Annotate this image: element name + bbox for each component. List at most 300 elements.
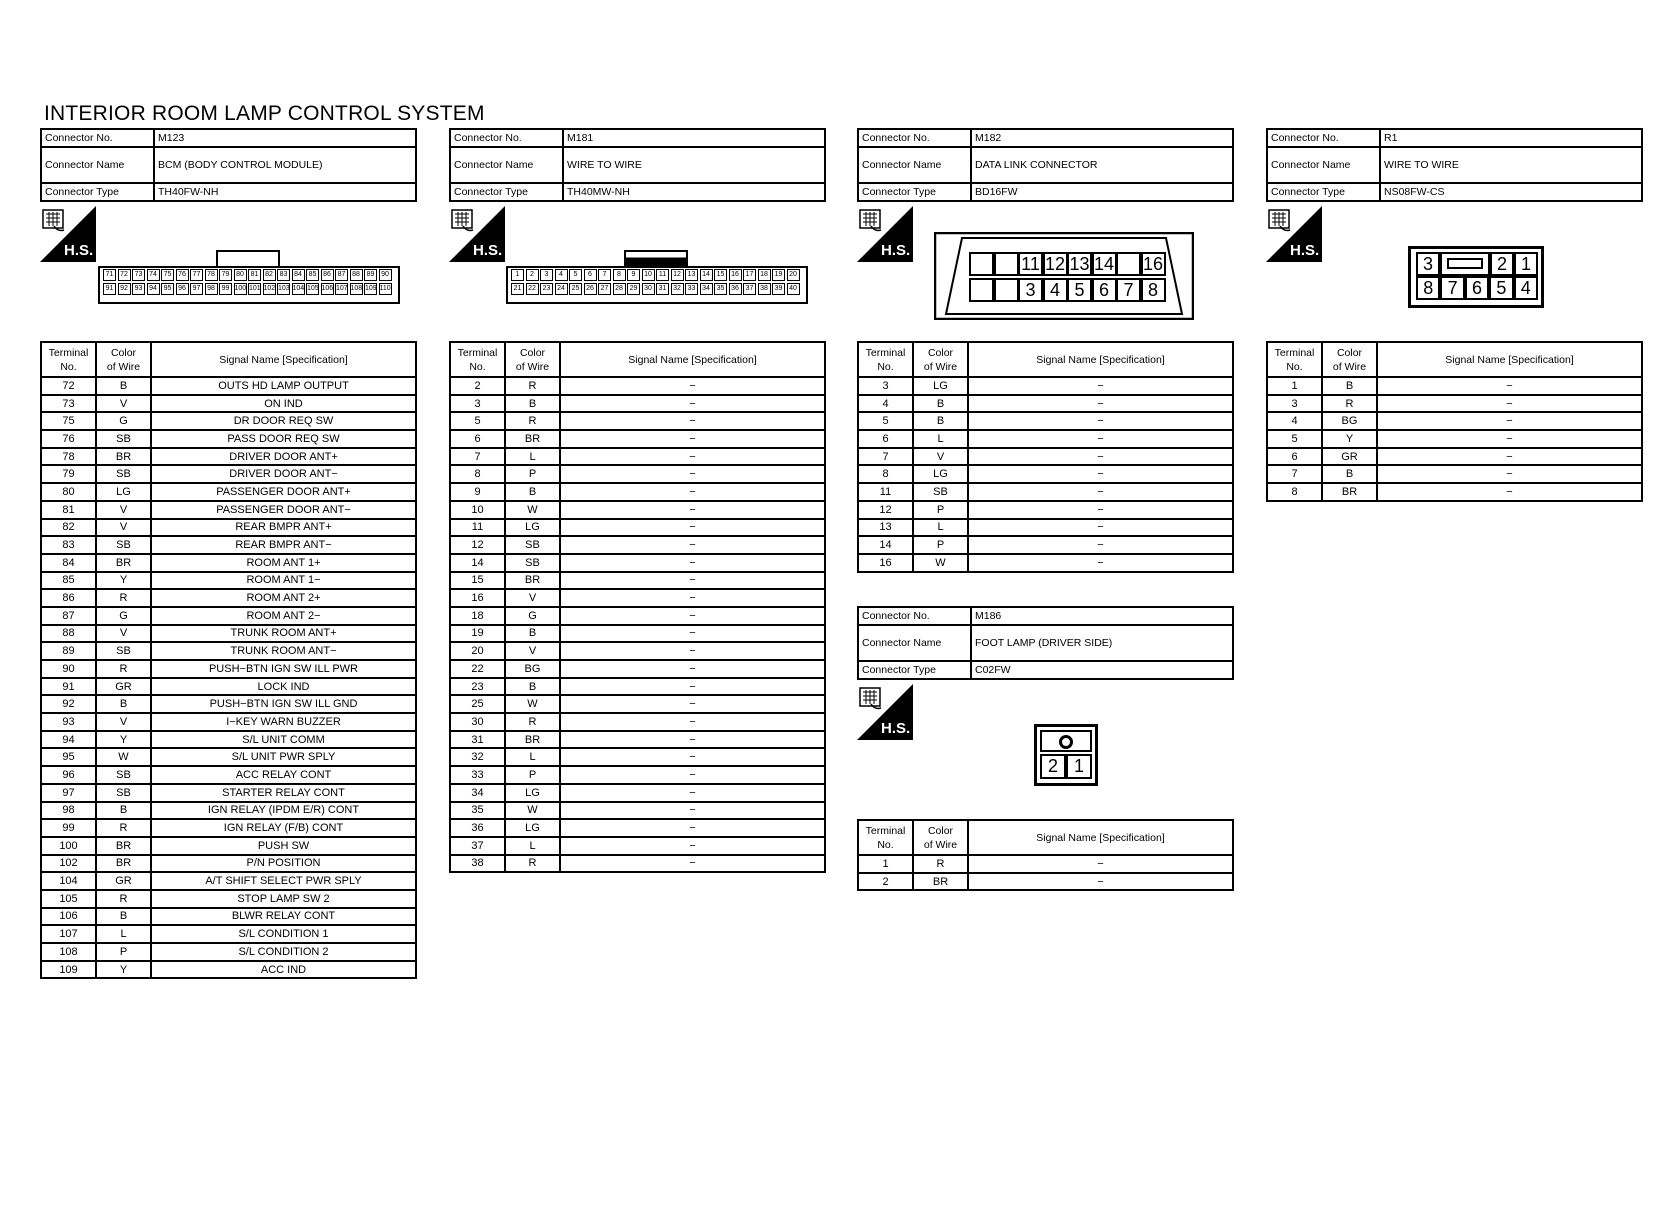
wire-color-cell: LG xyxy=(96,483,151,501)
terminal-no-cell: 32 xyxy=(450,748,505,766)
color-header-line1: Color xyxy=(110,346,137,359)
table-row xyxy=(450,660,825,678)
table-row xyxy=(858,501,1233,519)
signal-name-cell: − xyxy=(560,748,825,766)
table-row xyxy=(41,536,416,554)
connector-pin: 97 xyxy=(190,283,203,295)
signal-name-cell: PASSENGER DOOR ANT+ xyxy=(151,483,416,501)
table-row xyxy=(41,607,416,625)
harness-side-icon xyxy=(449,206,505,262)
table-row xyxy=(450,713,825,731)
wire-color-cell: V xyxy=(96,501,151,519)
signal-name-cell: IGN RELAY (IPDM E/R) CONT xyxy=(151,802,416,820)
signal-name-cell: − xyxy=(560,395,825,413)
table-row xyxy=(41,430,416,448)
terminal-no-cell: 31 xyxy=(450,731,505,749)
terminal-header-line1: Terminal xyxy=(457,346,498,359)
connector-header xyxy=(857,128,1234,202)
connector-pin: 82 xyxy=(263,269,276,281)
terminal-header-line2: No. xyxy=(877,360,894,373)
terminal-no-cell: 3 xyxy=(450,395,505,413)
terminal-no-cell: 3 xyxy=(1267,395,1322,413)
signal-name-cell: IGN RELAY (F/B) CONT xyxy=(151,819,416,837)
connector-pin: 39 xyxy=(772,283,785,295)
connector-pin: 73 xyxy=(132,269,145,281)
signal-name-cell: LOCK IND xyxy=(151,678,416,696)
connector-pin xyxy=(1116,252,1141,276)
table-row xyxy=(41,589,416,607)
terminal-table-m186 xyxy=(857,819,1234,891)
signal-name-cell: STOP LAMP SW 2 xyxy=(151,890,416,908)
connector-pin: 91 xyxy=(103,283,116,295)
connector-header xyxy=(40,128,417,202)
connector-pin: 18 xyxy=(758,269,771,281)
signal-name-cell: ROOM ANT 2+ xyxy=(151,589,416,607)
terminal-no-cell: 8 xyxy=(858,465,913,483)
connector-pin: 9 xyxy=(627,269,640,281)
terminal-no-cell: 11 xyxy=(450,519,505,537)
connector-header xyxy=(1266,128,1643,202)
wire-color-cell: BG xyxy=(505,660,560,678)
color-header-line1: Color xyxy=(519,346,546,359)
connector-pin: 33 xyxy=(685,283,698,295)
table-row xyxy=(41,872,416,890)
connector-pin: 8 xyxy=(1416,276,1440,300)
table-row xyxy=(858,519,1233,537)
signal-name-cell: − xyxy=(968,873,1233,891)
signal-name-cell: − xyxy=(560,536,825,554)
terminal-no-cell: 5 xyxy=(450,412,505,430)
harness-side-label: H.S. xyxy=(473,242,503,259)
connector-pin: 6 xyxy=(584,269,597,281)
connector-type-label: Connector Type xyxy=(1267,183,1380,201)
terminal-header-line1: Terminal xyxy=(865,346,906,359)
wire-color-cell: BR xyxy=(913,873,968,891)
table-row xyxy=(41,412,416,430)
signal-name-cell: − xyxy=(560,448,825,466)
table-row xyxy=(41,961,416,979)
connector-name-label: Connector Name xyxy=(450,147,563,183)
signal-name-cell: S/L CONDITION 1 xyxy=(151,925,416,943)
table-row xyxy=(450,519,825,537)
connector-pin: 27 xyxy=(598,283,611,295)
table-row xyxy=(450,625,825,643)
harness-side-label: H.S. xyxy=(881,720,911,737)
connector-pin: 16 xyxy=(1141,252,1166,276)
table-row xyxy=(450,589,825,607)
terminal-no-cell: 14 xyxy=(858,536,913,554)
connector-pin: 4 xyxy=(1043,278,1068,302)
signal-name-cell: DRIVER DOOR ANT− xyxy=(151,465,416,483)
wire-color-cell: LG xyxy=(505,819,560,837)
terminal-no-cell: 82 xyxy=(41,519,96,537)
terminal-no-cell: 100 xyxy=(41,837,96,855)
connector-pin: 107 xyxy=(335,283,348,295)
terminal-no-header xyxy=(858,820,913,855)
connector-pin: 84 xyxy=(292,269,305,281)
wire-color-cell: P xyxy=(505,766,560,784)
terminal-no-cell: 92 xyxy=(41,695,96,713)
page-title: INTERIOR ROOM LAMP CONTROL SYSTEM xyxy=(44,102,485,125)
wire-color-cell: R xyxy=(96,890,151,908)
connector-pin: 83 xyxy=(277,269,290,281)
signal-name-cell: − xyxy=(560,465,825,483)
connector-type-label: Connector Type xyxy=(450,183,563,201)
wire-color-cell: P xyxy=(96,943,151,961)
table-row xyxy=(450,536,825,554)
terminal-no-cell: 11 xyxy=(858,483,913,501)
wire-color-cell: P xyxy=(913,501,968,519)
table-row xyxy=(450,430,825,448)
table-row xyxy=(450,377,825,395)
signal-name-cell: − xyxy=(560,660,825,678)
terminal-no-cell: 16 xyxy=(450,589,505,607)
signal-name-cell: PUSH−BTN IGN SW ILL GND xyxy=(151,695,416,713)
connector-pin: 7 xyxy=(598,269,611,281)
connector-type-label: Connector Type xyxy=(41,183,154,201)
wire-color-cell: R xyxy=(505,713,560,731)
connector-name-label: Connector Name xyxy=(1267,147,1380,183)
signal-name-cell: − xyxy=(968,430,1233,448)
table-row xyxy=(1267,465,1642,483)
connector-name-value: BCM (BODY CONTROL MODULE) xyxy=(154,147,416,183)
terminal-no-cell: 18 xyxy=(450,607,505,625)
table-row xyxy=(41,660,416,678)
connector-pin: 3 xyxy=(1416,252,1440,276)
wire-color-cell: B xyxy=(96,695,151,713)
connector-no-value: M181 xyxy=(563,129,825,147)
wire-color-cell: V xyxy=(505,642,560,660)
connector-pin: 29 xyxy=(627,283,640,295)
signal-name-cell: − xyxy=(560,483,825,501)
connector-pin: 80 xyxy=(234,269,247,281)
connector-name-value: WIRE TO WIRE xyxy=(563,147,825,183)
terminal-no-cell: 88 xyxy=(41,625,96,643)
table-row xyxy=(450,395,825,413)
signal-name-cell: A/T SHIFT SELECT PWR SPLY xyxy=(151,872,416,890)
signal-name-cell: ROOM ANT 1+ xyxy=(151,554,416,572)
wire-color-cell: GR xyxy=(1322,448,1377,466)
wire-color-cell: B xyxy=(1322,377,1377,395)
signal-name-cell: − xyxy=(968,483,1233,501)
wire-color-cell: G xyxy=(96,412,151,430)
connector-pin: 5 xyxy=(1489,276,1513,300)
connector-pin: 7 xyxy=(1116,278,1141,302)
signal-name-cell: I−KEY WARN BUZZER xyxy=(151,713,416,731)
connector-pin: 26 xyxy=(584,283,597,295)
connector-pin xyxy=(969,252,994,276)
connector-pin: 104 xyxy=(292,283,305,295)
connector-pin: 24 xyxy=(555,283,568,295)
connector-latch xyxy=(624,250,688,266)
connector-no-label: Connector No. xyxy=(858,607,971,625)
table-row xyxy=(858,412,1233,430)
terminal-no-cell: 85 xyxy=(41,572,96,590)
wire-color-cell: GR xyxy=(96,678,151,696)
connector-pin: 34 xyxy=(700,283,713,295)
table-row xyxy=(450,642,825,660)
table-row xyxy=(41,731,416,749)
terminal-no-header xyxy=(858,342,913,377)
harness-side-icon xyxy=(857,206,913,262)
connector-face-diagram xyxy=(506,250,806,304)
harness-side-icon xyxy=(857,684,913,740)
table-row xyxy=(450,448,825,466)
signal-name-cell: − xyxy=(968,448,1233,466)
signal-name-cell: REAR BMPR ANT− xyxy=(151,536,416,554)
signal-name-header: Signal Name [Specification] xyxy=(968,342,1233,377)
table-header-row xyxy=(858,342,1233,377)
terminal-no-cell: 7 xyxy=(1267,465,1322,483)
terminal-no-cell: 37 xyxy=(450,837,505,855)
terminal-no-cell: 38 xyxy=(450,855,505,873)
connector-pin: 2 xyxy=(526,269,539,281)
table-row xyxy=(41,395,416,413)
terminal-no-cell: 12 xyxy=(858,501,913,519)
signal-name-header: Signal Name [Specification] xyxy=(560,342,825,377)
color-header-line2: of Wire xyxy=(1332,360,1367,373)
terminal-no-cell: 16 xyxy=(858,554,913,572)
connector-pin: 90 xyxy=(379,269,392,281)
connector-pin: 95 xyxy=(161,283,174,295)
terminal-no-cell: 98 xyxy=(41,802,96,820)
table-row xyxy=(41,625,416,643)
connector-pin: 86 xyxy=(321,269,334,281)
signal-name-cell: DRIVER DOOR ANT+ xyxy=(151,448,416,466)
wire-color-cell: BR xyxy=(505,731,560,749)
wire-color-cell: SB xyxy=(96,766,151,784)
terminal-table-r1 xyxy=(1266,341,1643,502)
wire-color-cell: R xyxy=(96,819,151,837)
connector-face-diagram xyxy=(934,232,1194,320)
signal-name-cell: − xyxy=(1377,377,1642,395)
wire-color-cell: V xyxy=(96,519,151,537)
terminal-no-header xyxy=(450,342,505,377)
wire-color-cell: V xyxy=(505,589,560,607)
connector-pin: 16 xyxy=(729,269,742,281)
terminal-no-cell: 79 xyxy=(41,465,96,483)
connector-m182 xyxy=(857,128,1234,202)
table-row xyxy=(858,536,1233,554)
signal-name-cell: − xyxy=(560,819,825,837)
connector-pin: 2 xyxy=(1040,754,1066,779)
connector-m123 xyxy=(40,128,417,202)
connector-pin: 10 xyxy=(642,269,655,281)
connector-pin: 38 xyxy=(758,283,771,295)
connector-name-value: DATA LINK CONNECTOR xyxy=(971,147,1233,183)
wire-color-cell: LG xyxy=(913,465,968,483)
terminal-no-cell: 78 xyxy=(41,448,96,466)
table-header-row xyxy=(858,820,1233,855)
terminal-no-cell: 33 xyxy=(450,766,505,784)
terminal-no-cell: 10 xyxy=(450,501,505,519)
wire-color-cell: W xyxy=(505,802,560,820)
terminal-no-cell: 4 xyxy=(1267,412,1322,430)
signal-name-cell: − xyxy=(560,731,825,749)
wire-color-cell: LG xyxy=(505,784,560,802)
connector-pin: 12 xyxy=(1043,252,1068,276)
connector-pin: 88 xyxy=(350,269,363,281)
table-row xyxy=(41,855,416,873)
harness-side-label: H.S. xyxy=(64,242,94,259)
color-header xyxy=(1322,342,1377,377)
signal-name-cell: S/L UNIT COMM xyxy=(151,731,416,749)
table-row xyxy=(450,607,825,625)
wire-color-cell: LG xyxy=(505,519,560,537)
signal-name-cell: DR DOOR REQ SW xyxy=(151,412,416,430)
connector-pin: 1 xyxy=(1066,754,1092,779)
signal-name-cell: − xyxy=(968,501,1233,519)
table-row xyxy=(41,519,416,537)
signal-name-cell: REAR BMPR ANT+ xyxy=(151,519,416,537)
harness-side-label: H.S. xyxy=(1290,242,1320,259)
connector-name-value: WIRE TO WIRE xyxy=(1380,147,1642,183)
table-row xyxy=(41,678,416,696)
terminal-no-cell: 14 xyxy=(450,554,505,572)
terminal-header-line2: No. xyxy=(60,360,77,373)
table-row xyxy=(858,855,1233,873)
signal-name-cell: S/L UNIT PWR SPLY xyxy=(151,748,416,766)
signal-name-cell: − xyxy=(560,625,825,643)
terminal-no-cell: 23 xyxy=(450,678,505,696)
signal-name-cell: PUSH SW xyxy=(151,837,416,855)
terminal-no-cell: 19 xyxy=(450,625,505,643)
signal-name-cell: OUTS HD LAMP OUTPUT xyxy=(151,377,416,395)
signal-name-cell: ROOM ANT 2− xyxy=(151,607,416,625)
connector-no-label: Connector No. xyxy=(450,129,563,147)
terminal-table-m181 xyxy=(449,341,826,873)
table-row xyxy=(858,873,1233,891)
wire-color-cell: B xyxy=(505,678,560,696)
table-row xyxy=(858,448,1233,466)
terminal-no-cell: 7 xyxy=(858,448,913,466)
wire-color-cell: R xyxy=(505,855,560,873)
signal-name-cell: PUSH−BTN IGN SW ILL PWR xyxy=(151,660,416,678)
table-row xyxy=(41,748,416,766)
signal-name-cell: − xyxy=(560,519,825,537)
terminal-no-cell: 7 xyxy=(450,448,505,466)
connector-header xyxy=(449,128,826,202)
table-row xyxy=(41,448,416,466)
connector-pin: 28 xyxy=(613,283,626,295)
connector-pin: 79 xyxy=(219,269,232,281)
wire-color-cell: SB xyxy=(96,465,151,483)
connector-pin: 100 xyxy=(234,283,247,295)
table-row xyxy=(41,377,416,395)
wire-color-cell: V xyxy=(96,395,151,413)
connector-pin: 75 xyxy=(161,269,174,281)
connector-pin: 72 xyxy=(118,269,131,281)
table-row xyxy=(41,501,416,519)
table-row xyxy=(450,731,825,749)
table-row xyxy=(450,802,825,820)
wire-color-cell: B xyxy=(96,908,151,926)
signal-name-cell: − xyxy=(1377,465,1642,483)
connector-pin: 108 xyxy=(350,283,363,295)
connector-name-label: Connector Name xyxy=(858,625,971,661)
wire-color-cell: V xyxy=(913,448,968,466)
terminal-no-cell: 13 xyxy=(858,519,913,537)
signal-name-cell: − xyxy=(560,572,825,590)
wire-color-cell: P xyxy=(505,465,560,483)
terminal-no-cell: 36 xyxy=(450,819,505,837)
terminal-no-cell: 93 xyxy=(41,713,96,731)
wire-color-cell: R xyxy=(1322,395,1377,413)
wire-color-cell: G xyxy=(505,607,560,625)
terminal-no-cell: 6 xyxy=(1267,448,1322,466)
color-header xyxy=(913,820,968,855)
connector-pin: 98 xyxy=(205,283,218,295)
connector-pin: 13 xyxy=(685,269,698,281)
harness-side-icon xyxy=(1266,206,1322,262)
terminal-header-line1: Terminal xyxy=(865,824,906,837)
signal-name-cell: − xyxy=(560,501,825,519)
table-row xyxy=(450,837,825,855)
terminal-no-cell: 106 xyxy=(41,908,96,926)
signal-name-cell: − xyxy=(968,465,1233,483)
signal-name-cell: TRUNK ROOM ANT− xyxy=(151,642,416,660)
connector-pin: 14 xyxy=(1092,252,1117,276)
terminal-no-header xyxy=(1267,342,1322,377)
connector-pin: 4 xyxy=(1514,276,1538,300)
terminal-no-cell: 107 xyxy=(41,925,96,943)
terminal-header-line2: No. xyxy=(1286,360,1303,373)
terminal-no-cell: 30 xyxy=(450,713,505,731)
signal-name-cell: PASSENGER DOOR ANT− xyxy=(151,501,416,519)
color-header-line1: Color xyxy=(927,824,954,837)
wire-color-cell: SB xyxy=(96,642,151,660)
signal-name-cell: − xyxy=(968,855,1233,873)
terminal-header-line1: Terminal xyxy=(48,346,89,359)
terminal-no-cell: 102 xyxy=(41,855,96,873)
table-row xyxy=(450,748,825,766)
table-header-row xyxy=(1267,342,1642,377)
signal-name-cell: − xyxy=(968,395,1233,413)
terminal-no-cell: 15 xyxy=(450,572,505,590)
terminal-no-cell: 12 xyxy=(450,536,505,554)
connector-pin: 8 xyxy=(1141,278,1166,302)
connector-pin: 7 xyxy=(1440,276,1464,300)
table-row xyxy=(41,642,416,660)
connector-pin: 11 xyxy=(1018,252,1043,276)
table-header-row xyxy=(41,342,416,377)
connector-pin: 99 xyxy=(219,283,232,295)
signal-name-cell: − xyxy=(968,554,1233,572)
table-row xyxy=(450,501,825,519)
terminal-no-cell: 81 xyxy=(41,501,96,519)
connector-pin: 30 xyxy=(642,283,655,295)
table-row xyxy=(41,925,416,943)
connector-pin: 94 xyxy=(147,283,160,295)
table-row xyxy=(450,784,825,802)
table-row xyxy=(41,784,416,802)
wire-color-cell: P xyxy=(913,536,968,554)
terminal-no-cell: 87 xyxy=(41,607,96,625)
signal-name-cell: − xyxy=(560,430,825,448)
connector-pin: 71 xyxy=(103,269,116,281)
table-row xyxy=(41,766,416,784)
wire-color-cell: B xyxy=(505,625,560,643)
wire-color-cell: V xyxy=(96,713,151,731)
connector-face-diagram xyxy=(1034,724,1098,786)
connector-name-value: FOOT LAMP (DRIVER SIDE) xyxy=(971,625,1233,661)
connector-latch xyxy=(216,250,280,266)
connector-key-slot xyxy=(1447,258,1483,269)
connector-pin: 40 xyxy=(787,283,800,295)
table-row xyxy=(450,855,825,873)
table-row xyxy=(41,572,416,590)
color-header-line1: Color xyxy=(1336,346,1363,359)
